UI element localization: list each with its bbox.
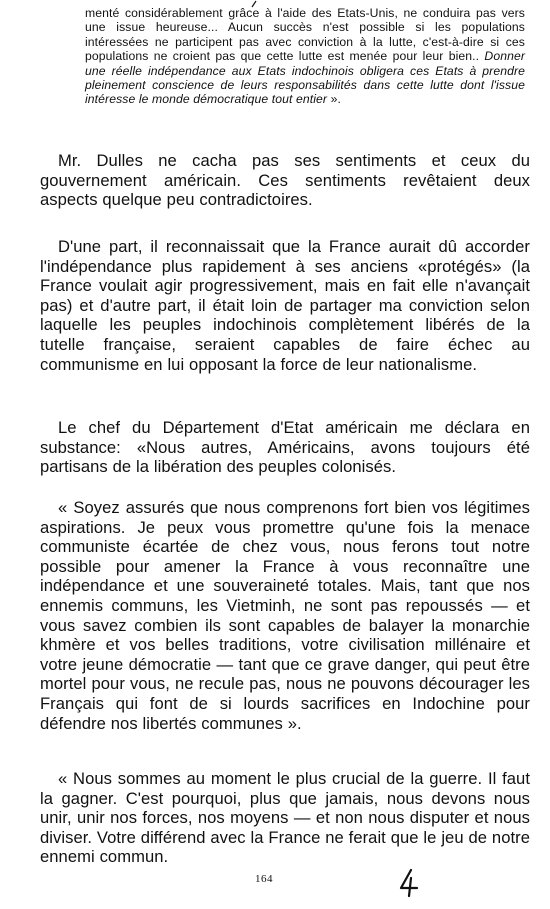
- paragraph: [40, 769, 530, 867]
- paragraph: [40, 418, 530, 477]
- quote-text: menté considérablement grâce à l'aide des Etats-Unis, ne conduira pas vers une issue heureuse... Aucun succès n'est possible si les populations intéressées ne participent pas avec conviction à la lutte, c'est-à-dire si ces populations ne croient pas que cette lutte est menée pour leur bien..: [85, 6, 525, 64]
- quote-italic-text: Donner une réelle indépendance aux Etats indochinois obligera ces Etats à prendre pleinement conscience de leurs responsabilités dans cette lutte dont l'issue intéresse le monde démocratique tout entier: [85, 49, 525, 107]
- paragraph: [40, 151, 530, 210]
- paragraph-text: Le chef du Département d'Etat américain me déclara en substance: «Nous autres, Américains, avons toujours été partisans de la libération des peuples colonisés.: [40, 418, 530, 477]
- handwritten-annotation-mark: [395, 868, 423, 898]
- paragraph-text: Mr. Dulles ne cacha pas ses sentiments et ceux du gouvernement américain. Ces sentiments revêtaient deux aspects quelque peu contradictoires.: [40, 151, 530, 210]
- paragraph-text: « Nous sommes au moment le plus crucial de la guerre. Il faut la gagner. C'est pourquoi, plus que jamais, nous devons nous unir, unir nos forces, nos moyens — et non nous disputer et nous diviser. Votre différend avec la France ne ferait que le jeu de notre ennemi commun.: [40, 769, 530, 867]
- paragraph: [40, 237, 530, 374]
- page-number: 164: [255, 873, 273, 885]
- quote-end: ».: [327, 92, 341, 107]
- paragraph-text: « Soyez assurés que nous comprenons fort bien vos légitimes aspirations. Je peux vous promettre qu'une fois la menace communiste écartée de chez vous, nous ferons tout notre possible pour amener la France à vous reconnaître une indépendance et une souveraineté totales. Mais, tant que nos ennemis communs, les Vietminh, ne sont pas repoussés — et vous savez combien ils sont capables de balayer la monarchie khmère et vos belles traditions, votre civilisation millénaire et votre jeune démocratie — tant que ce grave danger, qui peut être mortel pour vous, ne recule pas, nous ne pouvons décourager les Français qui font de si lourds sacrifices en Indochine pour défendre nos libertés communes ».: [40, 498, 530, 733]
- paragraph: [40, 498, 530, 733]
- quoted-passage: [85, 6, 525, 107]
- paragraph-text: D'une part, il reconnaissait que la France aurait dû accorder l'indépendance plus rapidement à ses anciens «protégés» (la France voulait agir progressivement, mais en fait elle n'avançait pas) et d'autre part, il était loin de partager ma conviction selon laquelle les peuples indochinois complètement libérés de la tutelle française, seraient capables de faire échec au communisme en lui opposant la force de leur nationalisme.: [40, 237, 530, 374]
